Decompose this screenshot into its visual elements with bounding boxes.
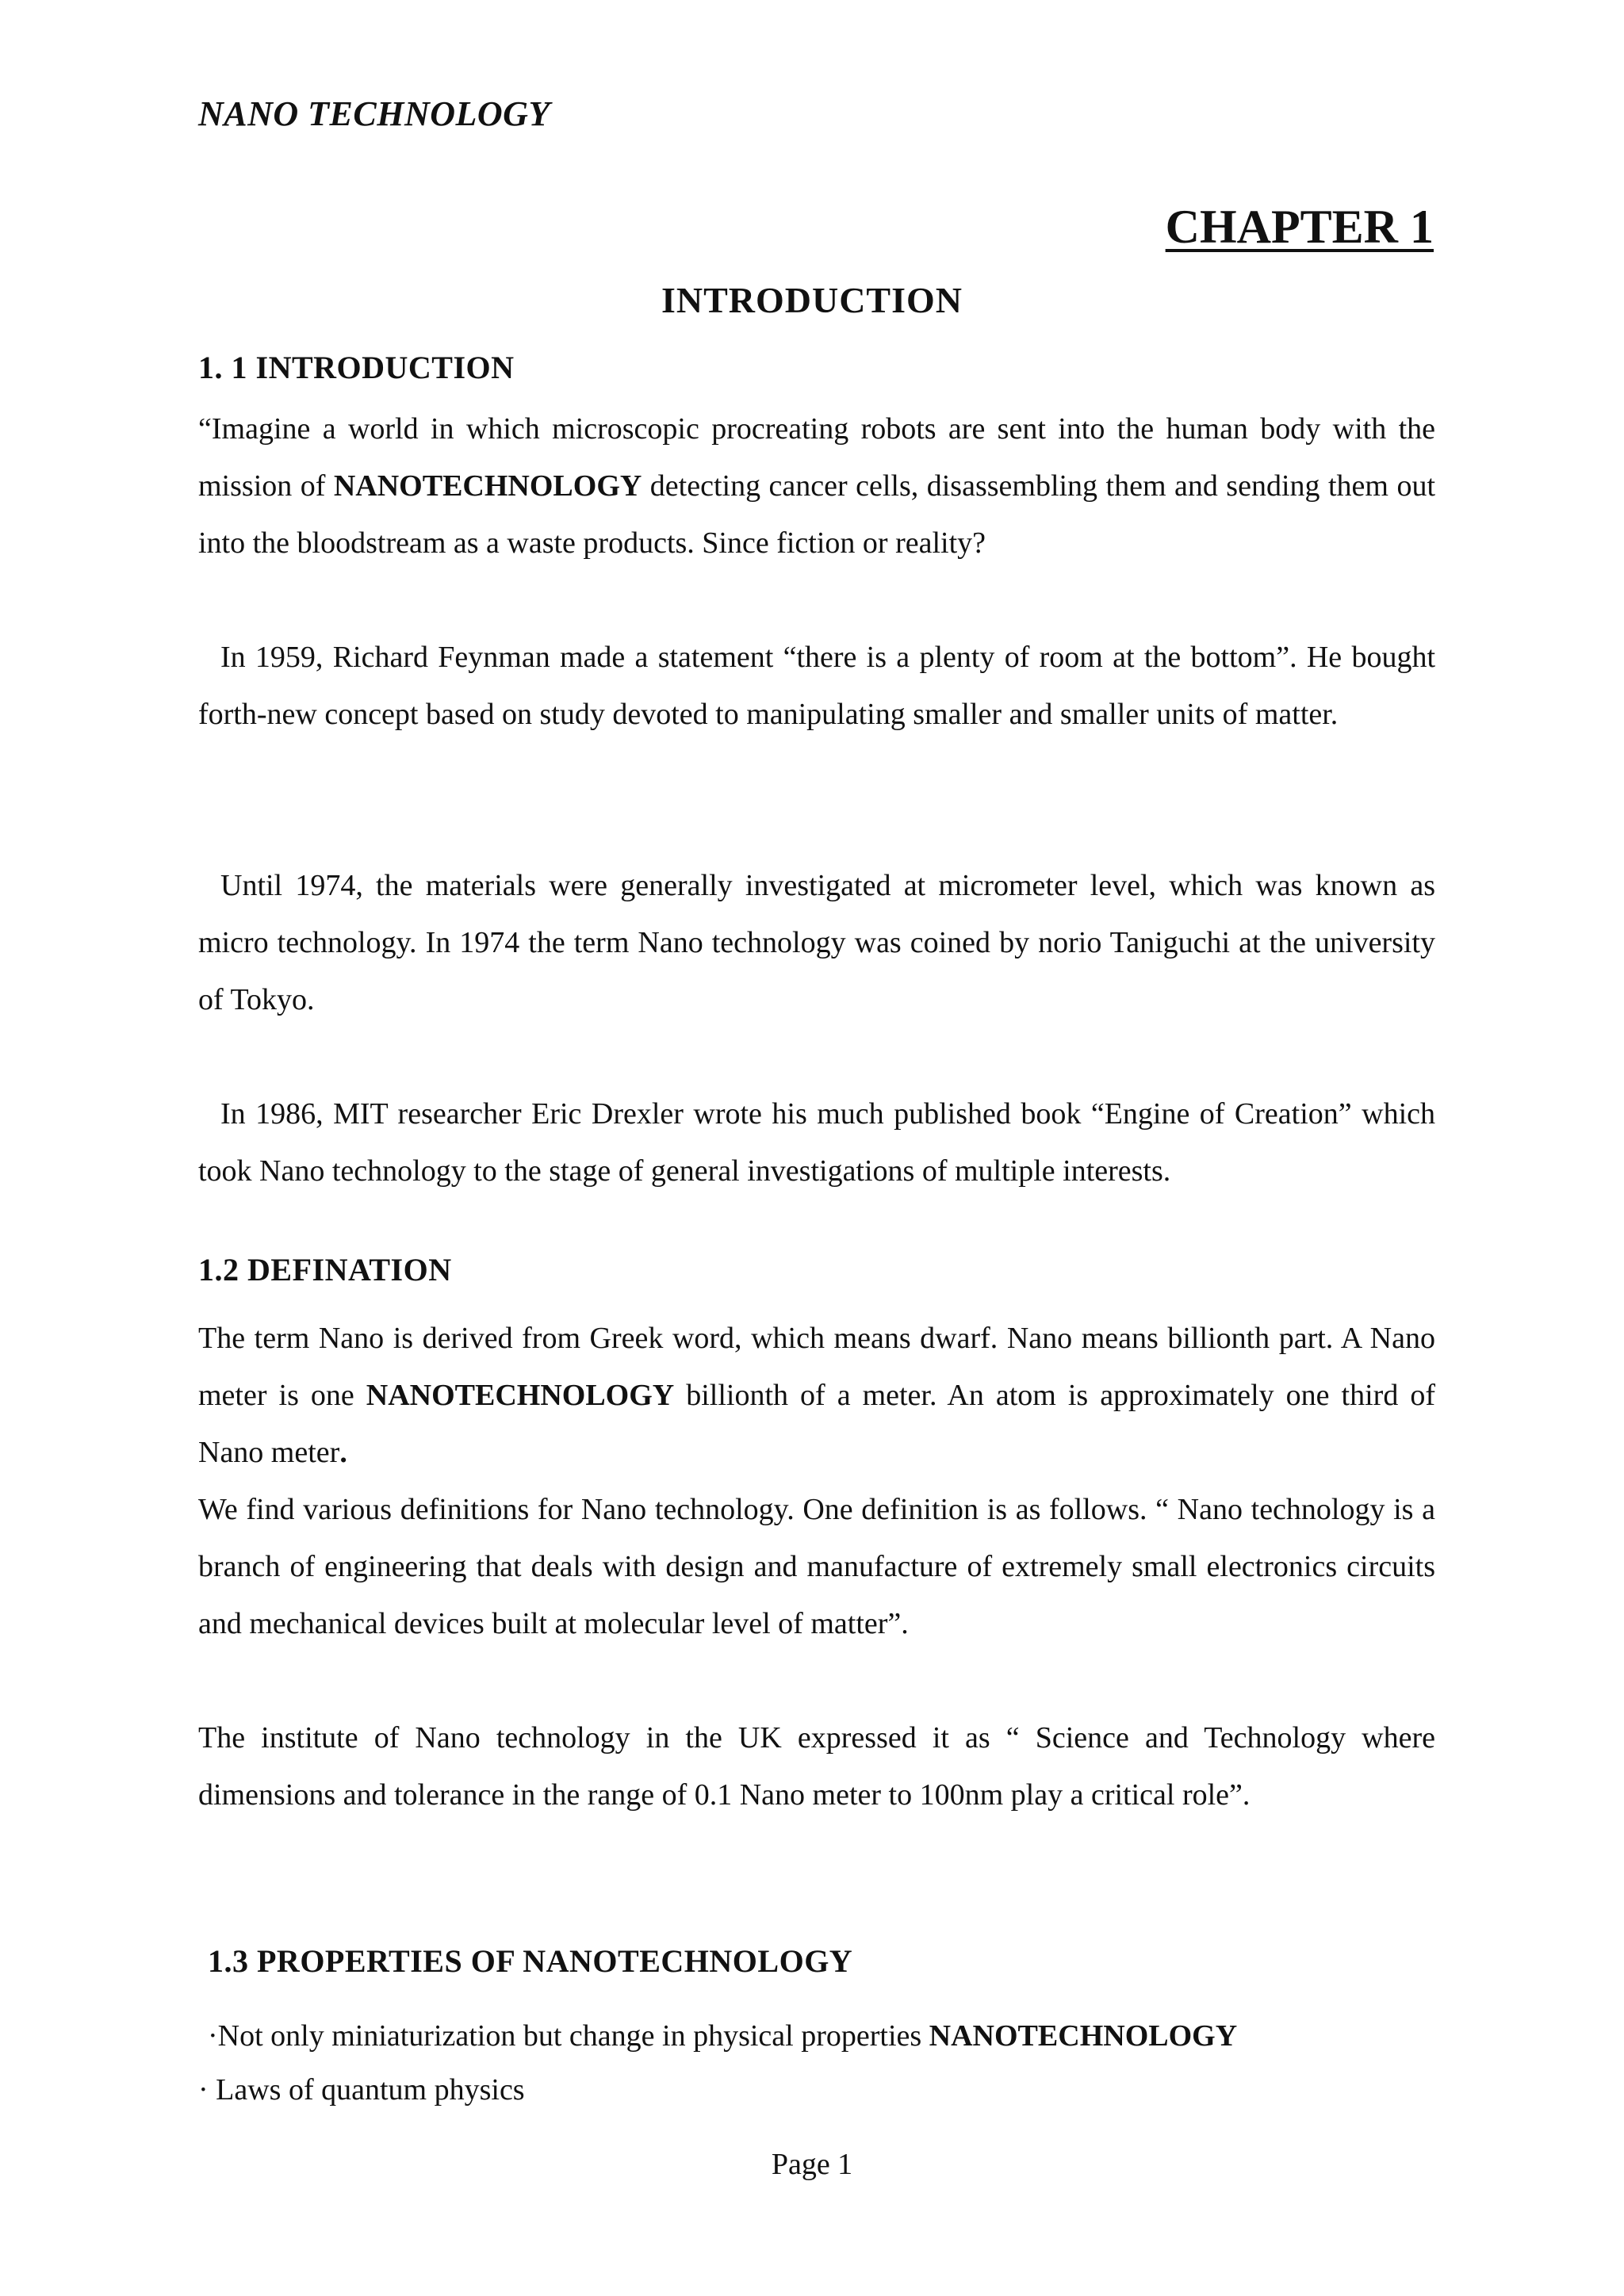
page-number: Page 1 bbox=[771, 2148, 853, 2181]
running-header: NANO TECHNOLOGY bbox=[198, 94, 550, 133]
bullet-item: · Laws of quantum physics bbox=[198, 2073, 525, 2107]
paragraph-drexler bbox=[198, 1085, 1435, 1200]
paragraph-imagine bbox=[198, 400, 1435, 572]
section-heading-defination: 1.2 DEFINATION bbox=[198, 1252, 452, 1288]
paragraph-text: The institute of Nano technology in the UK expressed it as “ Science and Technology where dimensions and tolerance in the range of 0.1 Nano meter to 100nm play a critical role”. bbox=[198, 1721, 1435, 1812]
bullet-item bbox=[208, 2012, 1237, 2060]
paragraph-term-nano bbox=[198, 1310, 1435, 1481]
section-heading-introduction: 1. 1 INTRODUCTION bbox=[198, 350, 515, 385]
paragraph-institute bbox=[198, 1709, 1435, 1823]
paragraph-text: In 1959, Richard Feynman made a statement “there is a plenty of room at the bottom”. He bought forth-new concept based on study devoted to manipulating smaller and smaller units of matter. bbox=[198, 641, 1435, 731]
paragraph-text: “Imagine a world in which microscopic procreating robots are sent into the human body with the mission of bbox=[198, 412, 1435, 503]
paragraph-definitions bbox=[198, 1481, 1435, 1652]
bold-term: NANOTECHNOLOGY bbox=[929, 2019, 1238, 2053]
paragraph-taniguchi bbox=[198, 857, 1435, 1028]
paragraph-text: Until 1974, the materials were generally investigated at micrometer level, which was known as micro technology. In 1974 the term Nano technology was coined by norio Taniguchi at the university of Tokyo. bbox=[198, 869, 1435, 1016]
chapter-title: INTRODUCTION bbox=[661, 280, 963, 320]
chapter-label: CHAPTER 1 bbox=[1165, 201, 1434, 253]
paragraph-text: In 1986, MIT researcher Eric Drexler wrote his much published book “Engine of Creation” which took Nano technology to the stage of general investigations of multiple interests. bbox=[198, 1097, 1435, 1188]
paragraph-text: billionth of a meter. An atom is approximately one third of Nano meter bbox=[198, 1379, 1435, 1469]
paragraph-feynman bbox=[198, 629, 1435, 743]
bold-term: NANOTECHNOLOGY bbox=[366, 1379, 675, 1412]
section-heading-properties: 1.3 PROPERTIES OF NANOTECHNOLOGY bbox=[208, 1943, 853, 1979]
paragraph-text: We find various definitions for Nano technology. One definition is as follows. “ Nano technology is a branch of engineering that deals with design and manufacture of extremely small electronics circuits and mechanical devices built at molecular level of matter”. bbox=[198, 1493, 1435, 1640]
bold-term: NANOTECHNOLOGY bbox=[333, 469, 642, 503]
bold-period: . bbox=[339, 1436, 347, 1469]
paragraph-text: detecting cancer cells, disassembling them and sending them out into the bloodstream as a waste products. Since fiction or reality? bbox=[198, 469, 1435, 560]
paragraph-text: The term Nano is derived from Greek word, which means dwarf. Nano means billionth part. A Nano meter is one bbox=[198, 1322, 1435, 1412]
bullet-text: ·Not only miniaturization but change in physical properties bbox=[208, 2019, 929, 2053]
